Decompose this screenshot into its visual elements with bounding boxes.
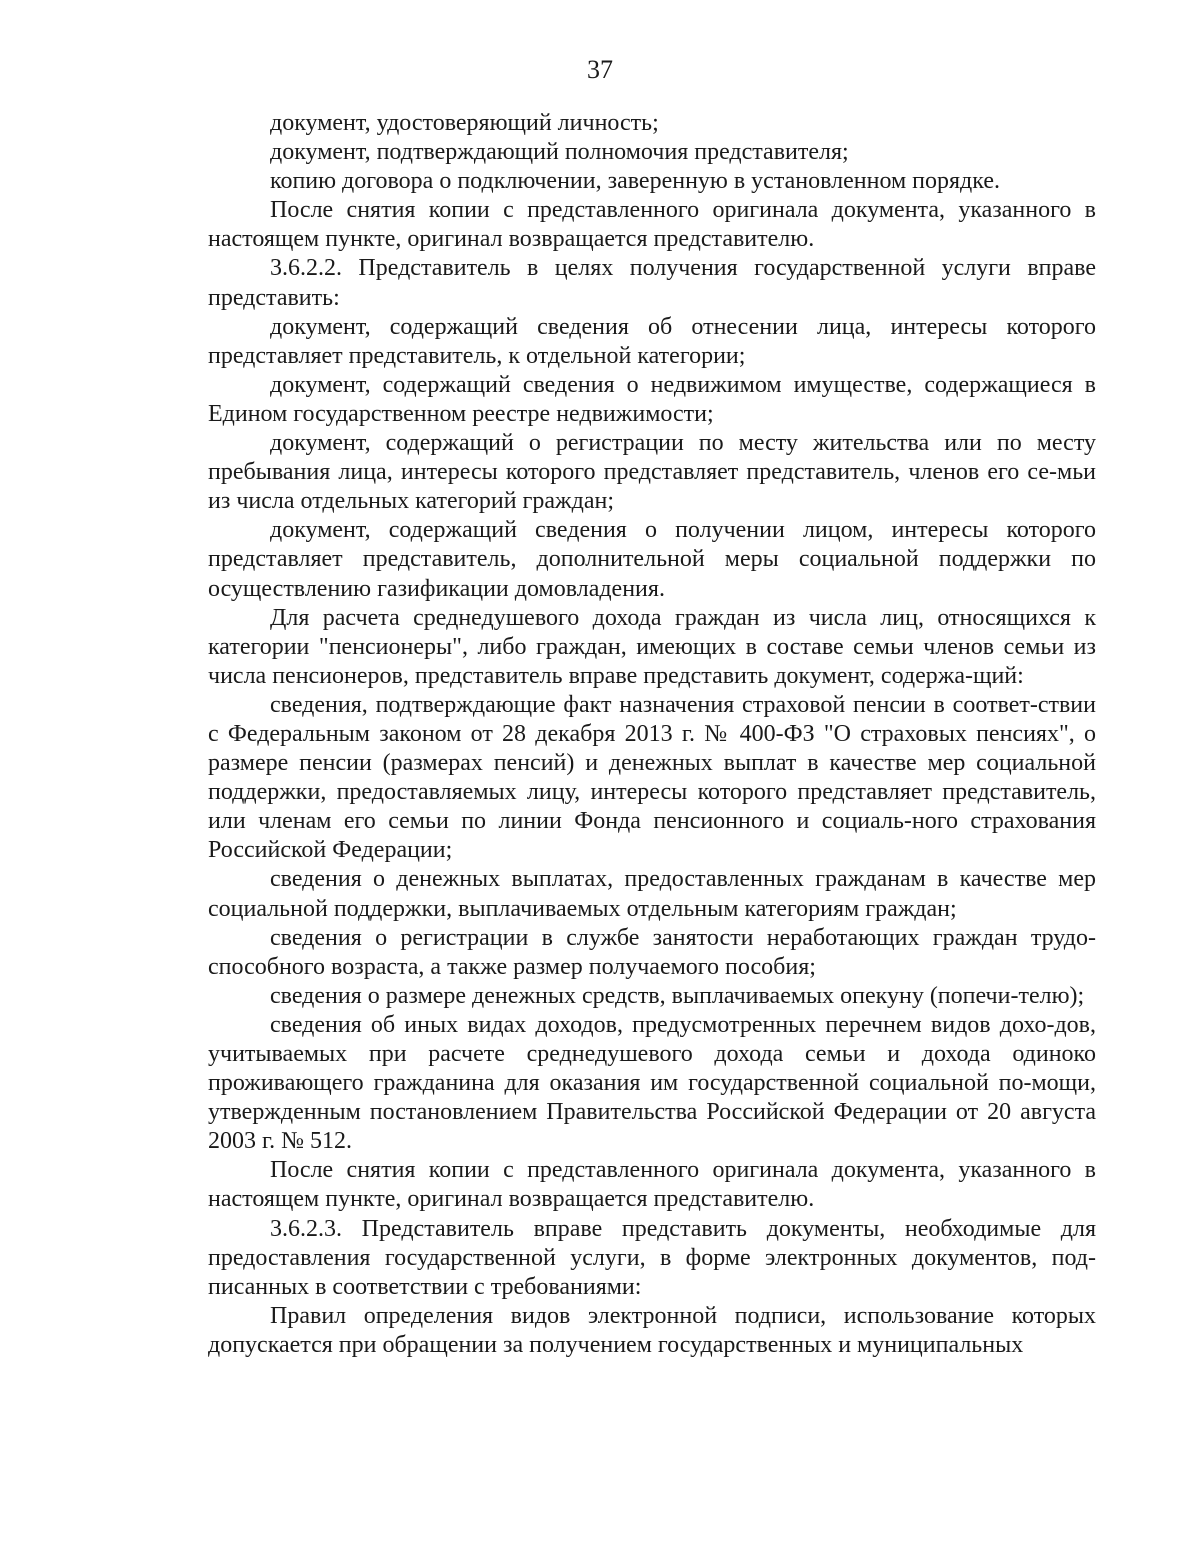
paragraph: копию договора о подключении, заверенную в установленном порядке. <box>270 168 1000 195</box>
paragraph: документ, удостоверяющий личность; <box>270 110 659 136</box>
paragraph: документ, содержащий сведения об отнесении лица, интересы которого представляет представитель, к отдельной категории; <box>208 313 1096 369</box>
paragraph: сведения о регистрации в службе занятости неработающих граждан трудо-способного возраста, а также размер получаемого пособия; <box>208 924 1096 980</box>
paragraph: документ, содержащий сведения о недвижимом имуществе, содержащиеся в Едином государственном реестре недвижимости; <box>208 371 1096 427</box>
paragraph: сведения, подтверждающие факт назначения страховой пенсии в соответ-ствии с Федеральным законом от 28 декабря 2013 г. № 400-ФЗ "О страховых пенсиях", о размере пенсии (размерах пенсий) и денежных выплат в качестве мер социальной поддержки, предоставляемых лицу, интересы которого представляет представитель, или членам его семьи по линии Фонда пенсионного и социаль-ного страхования Российской Федерации; <box>208 691 1096 864</box>
paragraph: документ, подтверждающий полномочия представителя; <box>270 139 849 166</box>
page-number: 37 <box>587 55 613 84</box>
paragraph: сведения о денежных выплатах, предоставленных гражданам в качестве мер социальной поддержки, выплачиваемых отдельным категориям граждан; <box>208 866 1096 922</box>
paragraph: сведения об иных видах доходов, предусмотренных перечнем видов дохо-дов, учитываемых при расчете среднедушевого дохода семьи и дохода одиноко проживающего гражданина для оказания им государственной социальной по-мощи, утвержденным постановлением Правительства Российской Федерации от 20 августа 2003 г. № 512. <box>208 1011 1096 1155</box>
paragraph: документ, содержащий сведения о получении лицом, интересы которого представляет представитель, дополнительной меры социальной поддержки по осуществлению газификации домовладения. <box>208 517 1096 602</box>
paragraph: сведения о размере денежных средств, выплачиваемых опекуну (попечи-телю); <box>270 982 1085 1009</box>
paragraph: После снятия копии с представленного оригинала документа, указанного в настоящем пункте, оригинал возвращается представителю. <box>208 1157 1096 1213</box>
paragraph: После снятия копии с представленного оригинала документа, указанного в настоящем пункте, оригинал возвращается представителю. <box>208 197 1096 253</box>
paragraph: Правил определения видов электронной подписи, использование которых допускается при обращении за получением государственных и муниципальных <box>208 1302 1096 1358</box>
paragraph: 3.6.2.3. Представитель вправе представить документы, необходимые для предоставления государственной услуги, в форме электронных документов, под-писанных в соответствии с требованиями: <box>208 1215 1096 1300</box>
paragraph: документ, содержащий о регистрации по месту жительства или по месту пребывания лица, интересы которого представляет представитель, членов его се-мьи из числа отдельных категорий граждан; <box>208 430 1096 515</box>
paragraph: Для расчета среднедушевого дохода граждан из числа лиц, относящихся к категории "пенсионеры", либо граждан, имеющих в составе семьи членов семьи из числа пенсионеров, представитель вправе представить документ, содержа-щий: <box>208 604 1096 689</box>
paragraph: 3.6.2.2. Представитель в целях получения государственной услуги вправе представить: <box>208 255 1096 311</box>
document-body <box>208 109 1096 1360</box>
